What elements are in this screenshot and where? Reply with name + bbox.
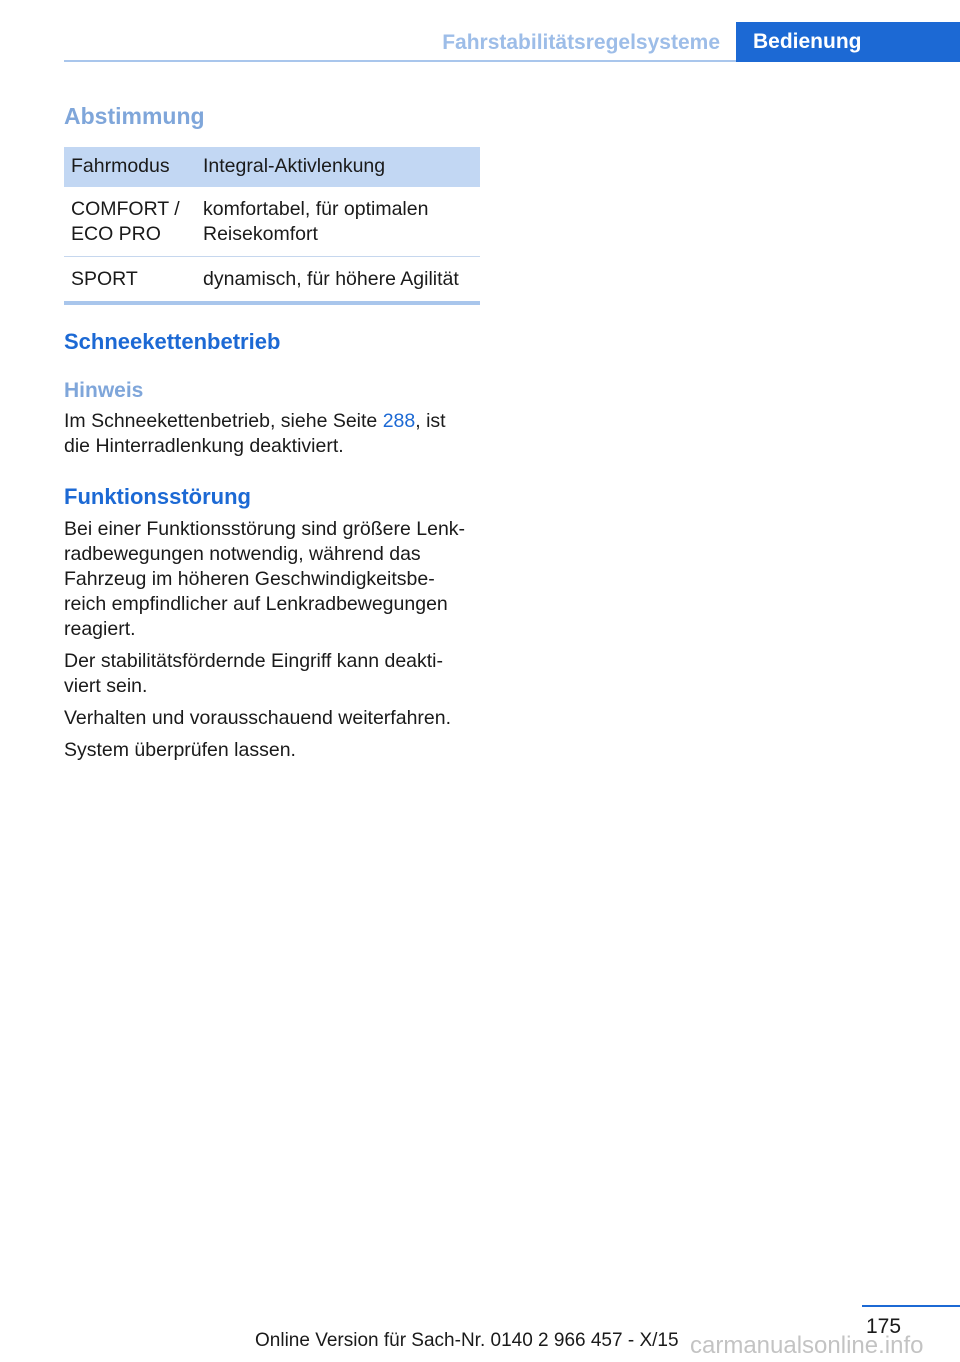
table-row: [64, 257, 480, 304]
steering-line: komfortabel, für optimalen: [203, 198, 429, 220]
text-line: Bei einer Funktionsstörung sind größere Lenk‐: [64, 518, 466, 540]
snow-chain-heading: Schneekettenbetrieb: [64, 329, 281, 354]
table-header-row: [64, 147, 480, 187]
mode-line: ECO PRO: [71, 223, 161, 245]
malfunction-paragraph: System überprüfen lassen.: [64, 739, 296, 761]
table-cell-steering: [196, 187, 480, 257]
column-header-active-steering: Integral-Aktivlenkung: [196, 147, 480, 187]
page-number: 175: [866, 1315, 902, 1338]
text-line: reagiert.: [64, 618, 136, 640]
text-line: viert sein.: [64, 675, 148, 697]
edition-line: Online Version für Sach-Nr. 0140 2 966 457 - X/15: [255, 1330, 679, 1351]
section-title: Fahrstabilitätsregelsysteme: [442, 31, 720, 54]
column-header-drive-mode: Fahrmodus: [64, 147, 196, 187]
table-cell-mode: [64, 257, 196, 304]
page-reference-link[interactable]: 288: [382, 410, 416, 432]
mode-line: SPORT: [71, 268, 138, 290]
malfunction-paragraph: [64, 517, 482, 642]
text-line: Fahrzeug im höheren Geschwindigkeitsbe‐: [64, 568, 435, 590]
footer-rule: [862, 1305, 960, 1307]
table-row: [64, 187, 480, 257]
note-text-part: die Hinterradlenkung deaktiviert.: [64, 435, 344, 457]
tuning-table: [64, 147, 480, 305]
page-header: [64, 22, 960, 62]
malfunction-paragraph: [64, 649, 482, 699]
text-line: radbewegungen notwendig, während das: [64, 543, 421, 565]
mode-line: COMFORT /: [71, 198, 180, 220]
page-content: [64, 100, 482, 763]
malfunction-heading: Funktionsstörung: [64, 484, 251, 509]
text-line: reich empfindlicher auf Lenkradbewegungen: [64, 593, 448, 615]
table-cell-steering: [196, 257, 480, 304]
note-heading: Hinweis: [64, 379, 144, 402]
malfunction-paragraph: Verhalten und vorausschauend weiterfahren.: [64, 707, 452, 729]
text-line: Der stabilitätsfördernde Eingriff kann deakti‐: [64, 650, 444, 672]
tuning-heading: Abstimmung: [64, 103, 205, 129]
chapter-tab[interactable]: Bedienung: [736, 22, 960, 62]
steering-line: dynamisch, für höhere Agilität: [203, 268, 459, 290]
steering-line: Reisekomfort: [203, 223, 318, 245]
note-text: [64, 409, 482, 459]
note-text-part: , ist: [415, 410, 446, 432]
note-text-part: Im Schneekettenbetrieb, siehe Seite: [64, 410, 383, 432]
watermark: carmanualsonline.info: [690, 1332, 924, 1359]
table-cell-mode: [64, 187, 196, 257]
